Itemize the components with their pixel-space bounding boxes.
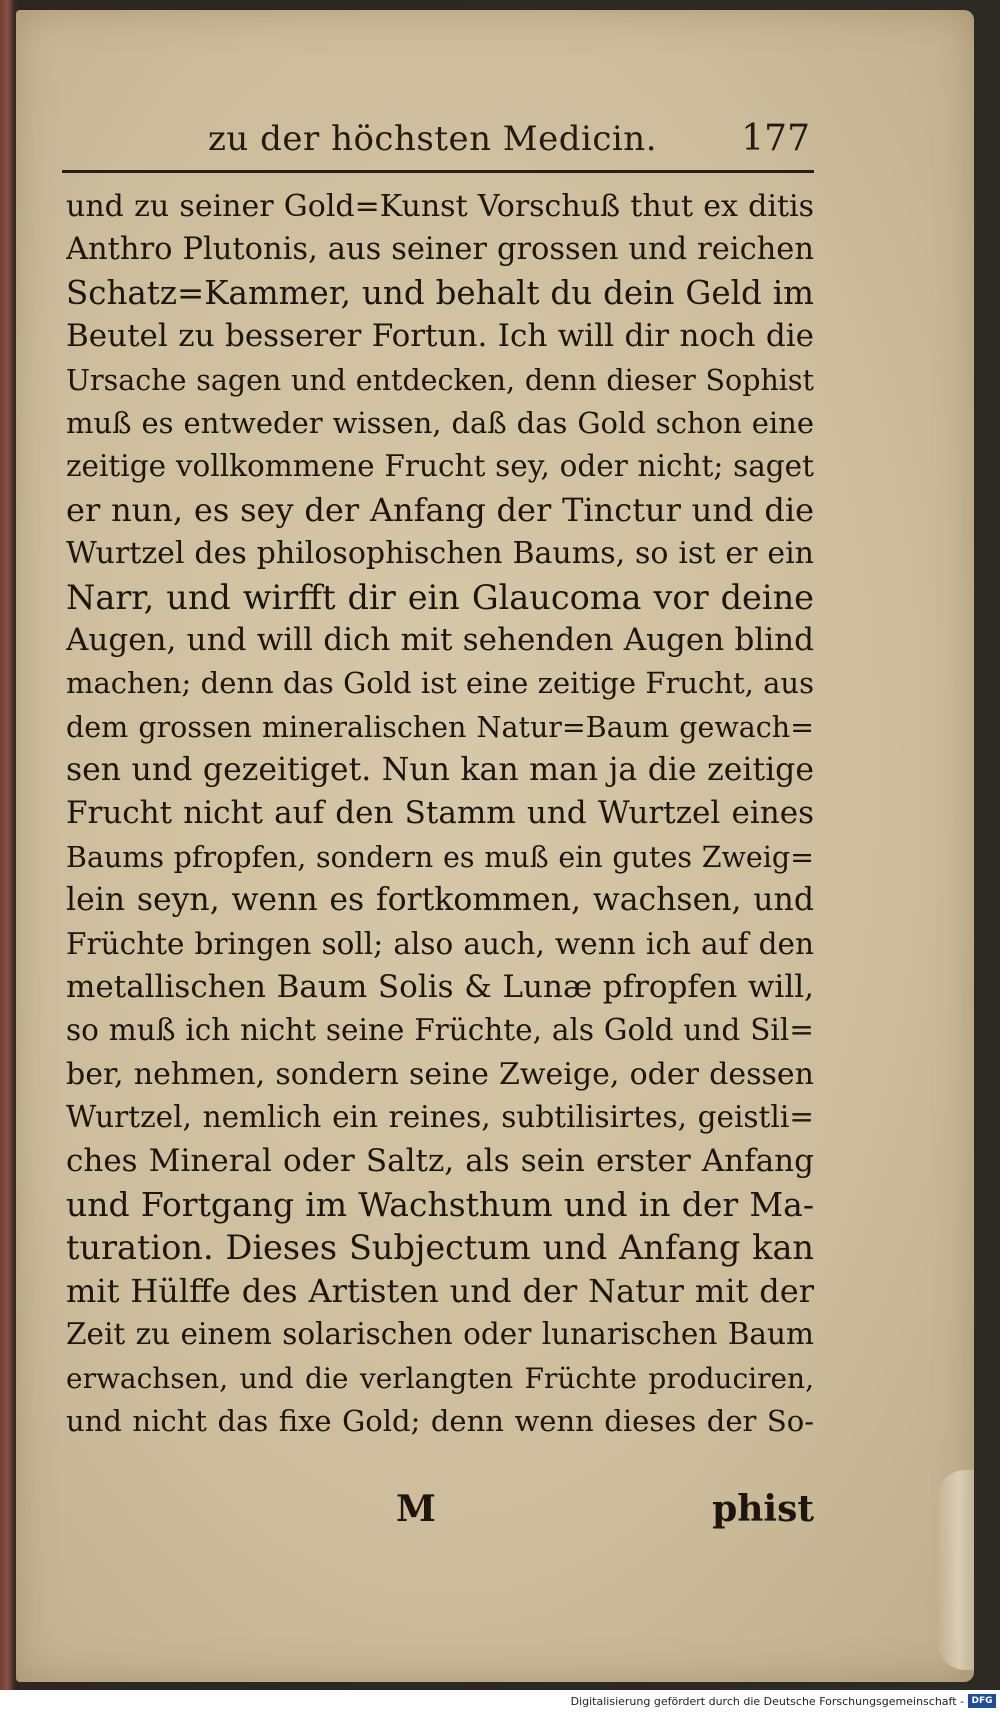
page-number: 177: [741, 118, 810, 159]
text-line: turation. Dieses Subjectum und Anfang kan: [66, 1228, 814, 1268]
catchword: phist: [712, 1488, 814, 1530]
text-line: Augen, und will dich mit sehenden Augen blind: [66, 621, 814, 658]
text-line: Zeit zu einem solarischen oder lunarischen Baum: [66, 1317, 814, 1352]
text-line: Früchte bringen soll; also auch, wenn ich auf den: [66, 926, 814, 961]
text-line: so muß ich nicht seine Früchte, als Gold und Sil=: [66, 1013, 814, 1048]
credit-text: Digitalisierung gefördert durch die Deutsche Forschungsgemeinschaft -: [570, 1694, 964, 1708]
text-line: lein seyn, wenn es fortkommen, wachsen, und: [66, 882, 814, 919]
text-line: dem grossen mineralischen Natur=Baum gewach=: [66, 710, 814, 744]
text-line: Wurtzel des philosophischen Baums, so ist er ein: [66, 536, 814, 572]
text-line: Wurtzel, nemlich ein reines, subtilisirtes, geistli=: [66, 1100, 814, 1135]
text-line: Schatz=Kammer, und behalt du dein Geld im: [66, 273, 814, 312]
text-line: Anthro Plutonis, aus seiner grossen und reichen: [66, 232, 814, 268]
text-line: mit Hülffe des Artisten und der Natur mit der: [66, 1271, 814, 1310]
credit-bar: [0, 1690, 1000, 1712]
running-head: zu der höchsten Medicin.: [208, 119, 658, 159]
text-line: zeitige vollkommene Frucht sey, oder nicht; saget: [66, 449, 814, 484]
text-line: Ursache sagen und entdecken, denn dieser Sophist: [66, 363, 814, 397]
page-footer: [66, 1488, 814, 1536]
text-line: sen und gezeitiget. Nun kan man ja die zeitige: [66, 752, 814, 789]
header-rule: [62, 170, 814, 173]
signature-mark: M: [396, 1488, 436, 1530]
text-line: Narr, und wirfft dir ein Glaucoma vor deine: [66, 577, 814, 617]
body-text: [66, 185, 814, 1443]
page-header: [160, 118, 810, 159]
text-line: Beutel zu besserer Fortun. Ich will dir noch die: [66, 318, 814, 355]
text-line: erwachsen, und die verlangten Früchte produciren,: [66, 1361, 814, 1395]
dfg-logo-icon: DFG: [968, 1694, 996, 1708]
text-line: metallischen Baum Solis & Lunæ pfropfen will,: [66, 969, 814, 1006]
text-line: und Fortgang im Wachsthum und in der Ma-: [66, 1184, 814, 1224]
text-line: er nun, es sey der Anfang der Tinctur und die: [66, 490, 814, 529]
text-line: und zu seiner Gold=Kunst Vorschuß thut ex ditis: [66, 189, 814, 224]
text-line: ber, nehmen, sondern seine Zweige, oder dessen: [66, 1056, 814, 1092]
text-line: Frucht nicht auf den Stamm und Wurtzel eines: [66, 795, 814, 832]
text-line: und nicht das fixe Gold; denn wenn dieses der So-: [66, 1403, 814, 1438]
text-line: ches Mineral oder Saltz, als sein erster Anfang: [66, 1142, 814, 1179]
text-line: muß es entweder wissen, daß das Gold schon eine: [66, 405, 814, 440]
text-line: Baums pfropfen, sondern es muß ein gutes Zweig=: [66, 840, 814, 874]
page-curl: [936, 1470, 974, 1670]
text-line: machen; denn das Gold ist eine zeitige Frucht, aus: [66, 666, 814, 701]
